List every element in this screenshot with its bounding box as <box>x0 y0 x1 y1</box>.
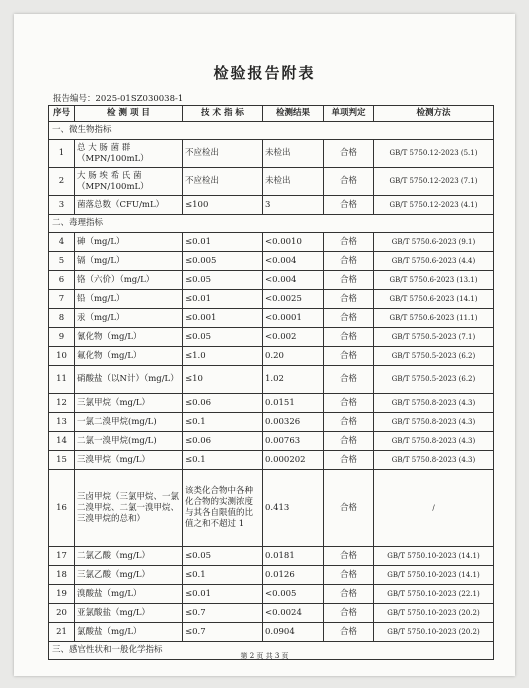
row-method: / <box>374 470 494 547</box>
row-verdict: 合格 <box>324 168 374 196</box>
table-row <box>49 328 494 347</box>
row-verdict: 合格 <box>324 413 374 432</box>
table-row <box>49 366 494 394</box>
table-row <box>49 233 494 252</box>
section-title: 二、毒理指标 <box>49 215 494 233</box>
row-spec: ≤0.1 <box>183 413 263 432</box>
row-number: 11 <box>49 366 75 394</box>
row-item: 铬（六价）（mg/L） <box>75 271 183 290</box>
row-verdict: 合格 <box>324 196 374 215</box>
row-result: <0.0025 <box>263 290 324 309</box>
row-method: GB/T 5750.6-2023 (11.1) <box>374 309 494 328</box>
section-row <box>49 215 494 233</box>
table-body <box>49 122 494 660</box>
row-number: 6 <box>49 271 75 290</box>
row-result: 未检出 <box>263 168 324 196</box>
row-number: 13 <box>49 413 75 432</box>
table-row <box>49 547 494 566</box>
row-number: 21 <box>49 623 75 642</box>
row-spec: ≤0.06 <box>183 394 263 413</box>
row-verdict: 合格 <box>324 451 374 470</box>
row-result: <0.004 <box>263 271 324 290</box>
row-verdict: 合格 <box>324 623 374 642</box>
results-table <box>48 105 494 660</box>
row-spec: ≤0.005 <box>183 252 263 271</box>
row-method: GB/T 5750.12-2023 (7.1) <box>374 168 494 196</box>
header-item: 检 测 项 目 <box>75 106 183 122</box>
row-item: 二氯乙酸（mg/L） <box>75 547 183 566</box>
row-verdict: 合格 <box>324 604 374 623</box>
row-spec: ≤0.7 <box>183 604 263 623</box>
report-page <box>14 14 515 676</box>
header-spec: 技 术 指 标 <box>183 106 263 122</box>
table-row <box>49 271 494 290</box>
table-row <box>49 168 494 196</box>
table-row <box>49 604 494 623</box>
table-row <box>49 470 494 547</box>
page-footer: 第 2 页 共 3 页 <box>240 652 289 660</box>
row-number: 5 <box>49 252 75 271</box>
row-number: 17 <box>49 547 75 566</box>
row-item: 大 肠 埃 希 氏 菌（MPN/100mL） <box>75 168 183 196</box>
row-result: <0.0001 <box>263 309 324 328</box>
row-method: GB/T 5750.6-2023 (13.1) <box>374 271 494 290</box>
row-number: 1 <box>49 140 75 168</box>
row-verdict: 合格 <box>324 566 374 585</box>
row-result: 0.00763 <box>263 432 324 451</box>
row-spec: ≤0.1 <box>183 451 263 470</box>
row-item: 铅（mg/L） <box>75 290 183 309</box>
table-row <box>49 309 494 328</box>
row-method: GB/T 5750.6-2023 (14.1) <box>374 290 494 309</box>
row-method: GB/T 5750.5-2023 (6.2) <box>374 347 494 366</box>
row-item: 氰化物（mg/L） <box>75 328 183 347</box>
table-row <box>49 140 494 168</box>
row-number: 10 <box>49 347 75 366</box>
row-method: GB/T 5750.5-2023 (6.2) <box>374 366 494 394</box>
row-spec: 不应检出 <box>183 140 263 168</box>
row-item: 二氯一溴甲烷(mg/L) <box>75 432 183 451</box>
row-result: 0.413 <box>263 470 324 547</box>
table-row <box>49 347 494 366</box>
row-result: <0.0024 <box>263 604 324 623</box>
section-row <box>49 122 494 140</box>
row-number: 2 <box>49 168 75 196</box>
row-spec: ≤0.06 <box>183 432 263 451</box>
row-result: 0.00326 <box>263 413 324 432</box>
row-number: 9 <box>49 328 75 347</box>
row-number: 3 <box>49 196 75 215</box>
row-method: GB/T 5750.12-2023 (5.1) <box>374 140 494 168</box>
row-verdict: 合格 <box>324 347 374 366</box>
table-header-row <box>49 106 494 122</box>
row-verdict: 合格 <box>324 366 374 394</box>
header-method: 检测方法 <box>374 106 494 122</box>
row-method: GB/T 5750.10-2023 (20.2) <box>374 623 494 642</box>
table-row <box>49 623 494 642</box>
row-item: 亚氯酸盐（mg/L） <box>75 604 183 623</box>
row-number: 20 <box>49 604 75 623</box>
row-method: GB/T 5750.10-2023 (14.1) <box>374 547 494 566</box>
row-item: 一氯二溴甲烷(mg/L) <box>75 413 183 432</box>
row-item: 氯酸盐（mg/L） <box>75 623 183 642</box>
row-number: 4 <box>49 233 75 252</box>
row-spec: ≤0.1 <box>183 566 263 585</box>
row-item: 镉（mg/L） <box>75 252 183 271</box>
row-verdict: 合格 <box>324 394 374 413</box>
row-spec: ≤10 <box>183 366 263 394</box>
table-row <box>49 585 494 604</box>
row-verdict: 合格 <box>324 309 374 328</box>
row-number: 7 <box>49 290 75 309</box>
row-method: GB/T 5750.10-2023 (14.1) <box>374 566 494 585</box>
row-verdict: 合格 <box>324 233 374 252</box>
table-row <box>49 290 494 309</box>
table-row <box>49 196 494 215</box>
row-result: 3 <box>263 196 324 215</box>
row-spec: ≤0.7 <box>183 623 263 642</box>
table-row <box>49 451 494 470</box>
row-number: 8 <box>49 309 75 328</box>
report-number: 报告编号：2025-01SZ030038-1 <box>53 94 184 104</box>
row-method: GB/T 5750.6-2023 (4.4) <box>374 252 494 271</box>
row-method: GB/T 5750.12-2023 (4.1) <box>374 196 494 215</box>
row-verdict: 合格 <box>324 547 374 566</box>
page-title: 检验报告附表 <box>213 64 316 82</box>
row-spec: ≤100 <box>183 196 263 215</box>
row-item: 汞（mg/L） <box>75 309 183 328</box>
row-result: 0.0181 <box>263 547 324 566</box>
row-method: GB/T 5750.8-2023 (4.3) <box>374 432 494 451</box>
row-result: 1.02 <box>263 366 324 394</box>
table-row <box>49 413 494 432</box>
row-method: GB/T 5750.10-2023 (22.1) <box>374 585 494 604</box>
row-spec: ≤1.0 <box>183 347 263 366</box>
row-item: 氟化物（mg/L） <box>75 347 183 366</box>
row-result: <0.002 <box>263 328 324 347</box>
section-title: 一、微生物指标 <box>49 122 494 140</box>
header-no: 序号 <box>49 106 75 122</box>
row-result: 0.0904 <box>263 623 324 642</box>
row-verdict: 合格 <box>324 470 374 547</box>
row-verdict: 合格 <box>324 432 374 451</box>
row-result: 0.0151 <box>263 394 324 413</box>
row-verdict: 合格 <box>324 290 374 309</box>
row-result: <0.0010 <box>263 233 324 252</box>
row-result: <0.005 <box>263 585 324 604</box>
row-spec: 该类化合物中各种化合物的实测浓度与其各自限值的比值之和不超过 1 <box>183 470 263 547</box>
row-item: 三溴甲烷（mg/L） <box>75 451 183 470</box>
table-row <box>49 566 494 585</box>
row-result: 未检出 <box>263 140 324 168</box>
row-method: GB/T 5750.6-2023 (9.1) <box>374 233 494 252</box>
table-row <box>49 394 494 413</box>
row-item: 总 大 肠 菌 群（MPN/100mL） <box>75 140 183 168</box>
row-item: 硝酸盐（以N计）（mg/L） <box>75 366 183 394</box>
row-item: 菌落总数（CFU/mL） <box>75 196 183 215</box>
row-number: 15 <box>49 451 75 470</box>
row-number: 12 <box>49 394 75 413</box>
row-spec: ≤0.01 <box>183 585 263 604</box>
row-number: 16 <box>49 470 75 547</box>
row-verdict: 合格 <box>324 585 374 604</box>
row-spec: ≤0.05 <box>183 547 263 566</box>
row-item: 溴酸盐（mg/L） <box>75 585 183 604</box>
section-title: 三、感官性状和一般化学指标 <box>49 642 494 660</box>
row-verdict: 合格 <box>324 271 374 290</box>
row-spec: ≤0.05 <box>183 328 263 347</box>
row-item: 砷（mg/L） <box>75 233 183 252</box>
row-result: 0.000202 <box>263 451 324 470</box>
row-item: 三氯甲烷（mg/L） <box>75 394 183 413</box>
row-number: 14 <box>49 432 75 451</box>
row-result: 0.0126 <box>263 566 324 585</box>
row-number: 19 <box>49 585 75 604</box>
header-result: 检测结果 <box>263 106 324 122</box>
row-spec: 不应检出 <box>183 168 263 196</box>
table-row <box>49 252 494 271</box>
row-item: 三氯乙酸（mg/L） <box>75 566 183 585</box>
row-method: GB/T 5750.10-2023 (20.2) <box>374 604 494 623</box>
row-result: 0.20 <box>263 347 324 366</box>
row-result: <0.004 <box>263 252 324 271</box>
row-verdict: 合格 <box>324 328 374 347</box>
row-spec: ≤0.001 <box>183 309 263 328</box>
row-spec: ≤0.01 <box>183 290 263 309</box>
row-verdict: 合格 <box>324 140 374 168</box>
row-method: GB/T 5750.8-2023 (4.3) <box>374 451 494 470</box>
row-spec: ≤0.05 <box>183 271 263 290</box>
row-spec: ≤0.01 <box>183 233 263 252</box>
row-method: GB/T 5750.5-2023 (7.1) <box>374 328 494 347</box>
header-verdict: 单项判定 <box>324 106 374 122</box>
row-method: GB/T 5750.8-2023 (4.3) <box>374 394 494 413</box>
row-verdict: 合格 <box>324 252 374 271</box>
row-item: 三卤甲烷（三氯甲烷、一氯二溴甲烷、二氯一溴甲烷、三溴甲烷的总和） <box>75 470 183 547</box>
table-row <box>49 432 494 451</box>
row-method: GB/T 5750.8-2023 (4.3) <box>374 413 494 432</box>
row-number: 18 <box>49 566 75 585</box>
